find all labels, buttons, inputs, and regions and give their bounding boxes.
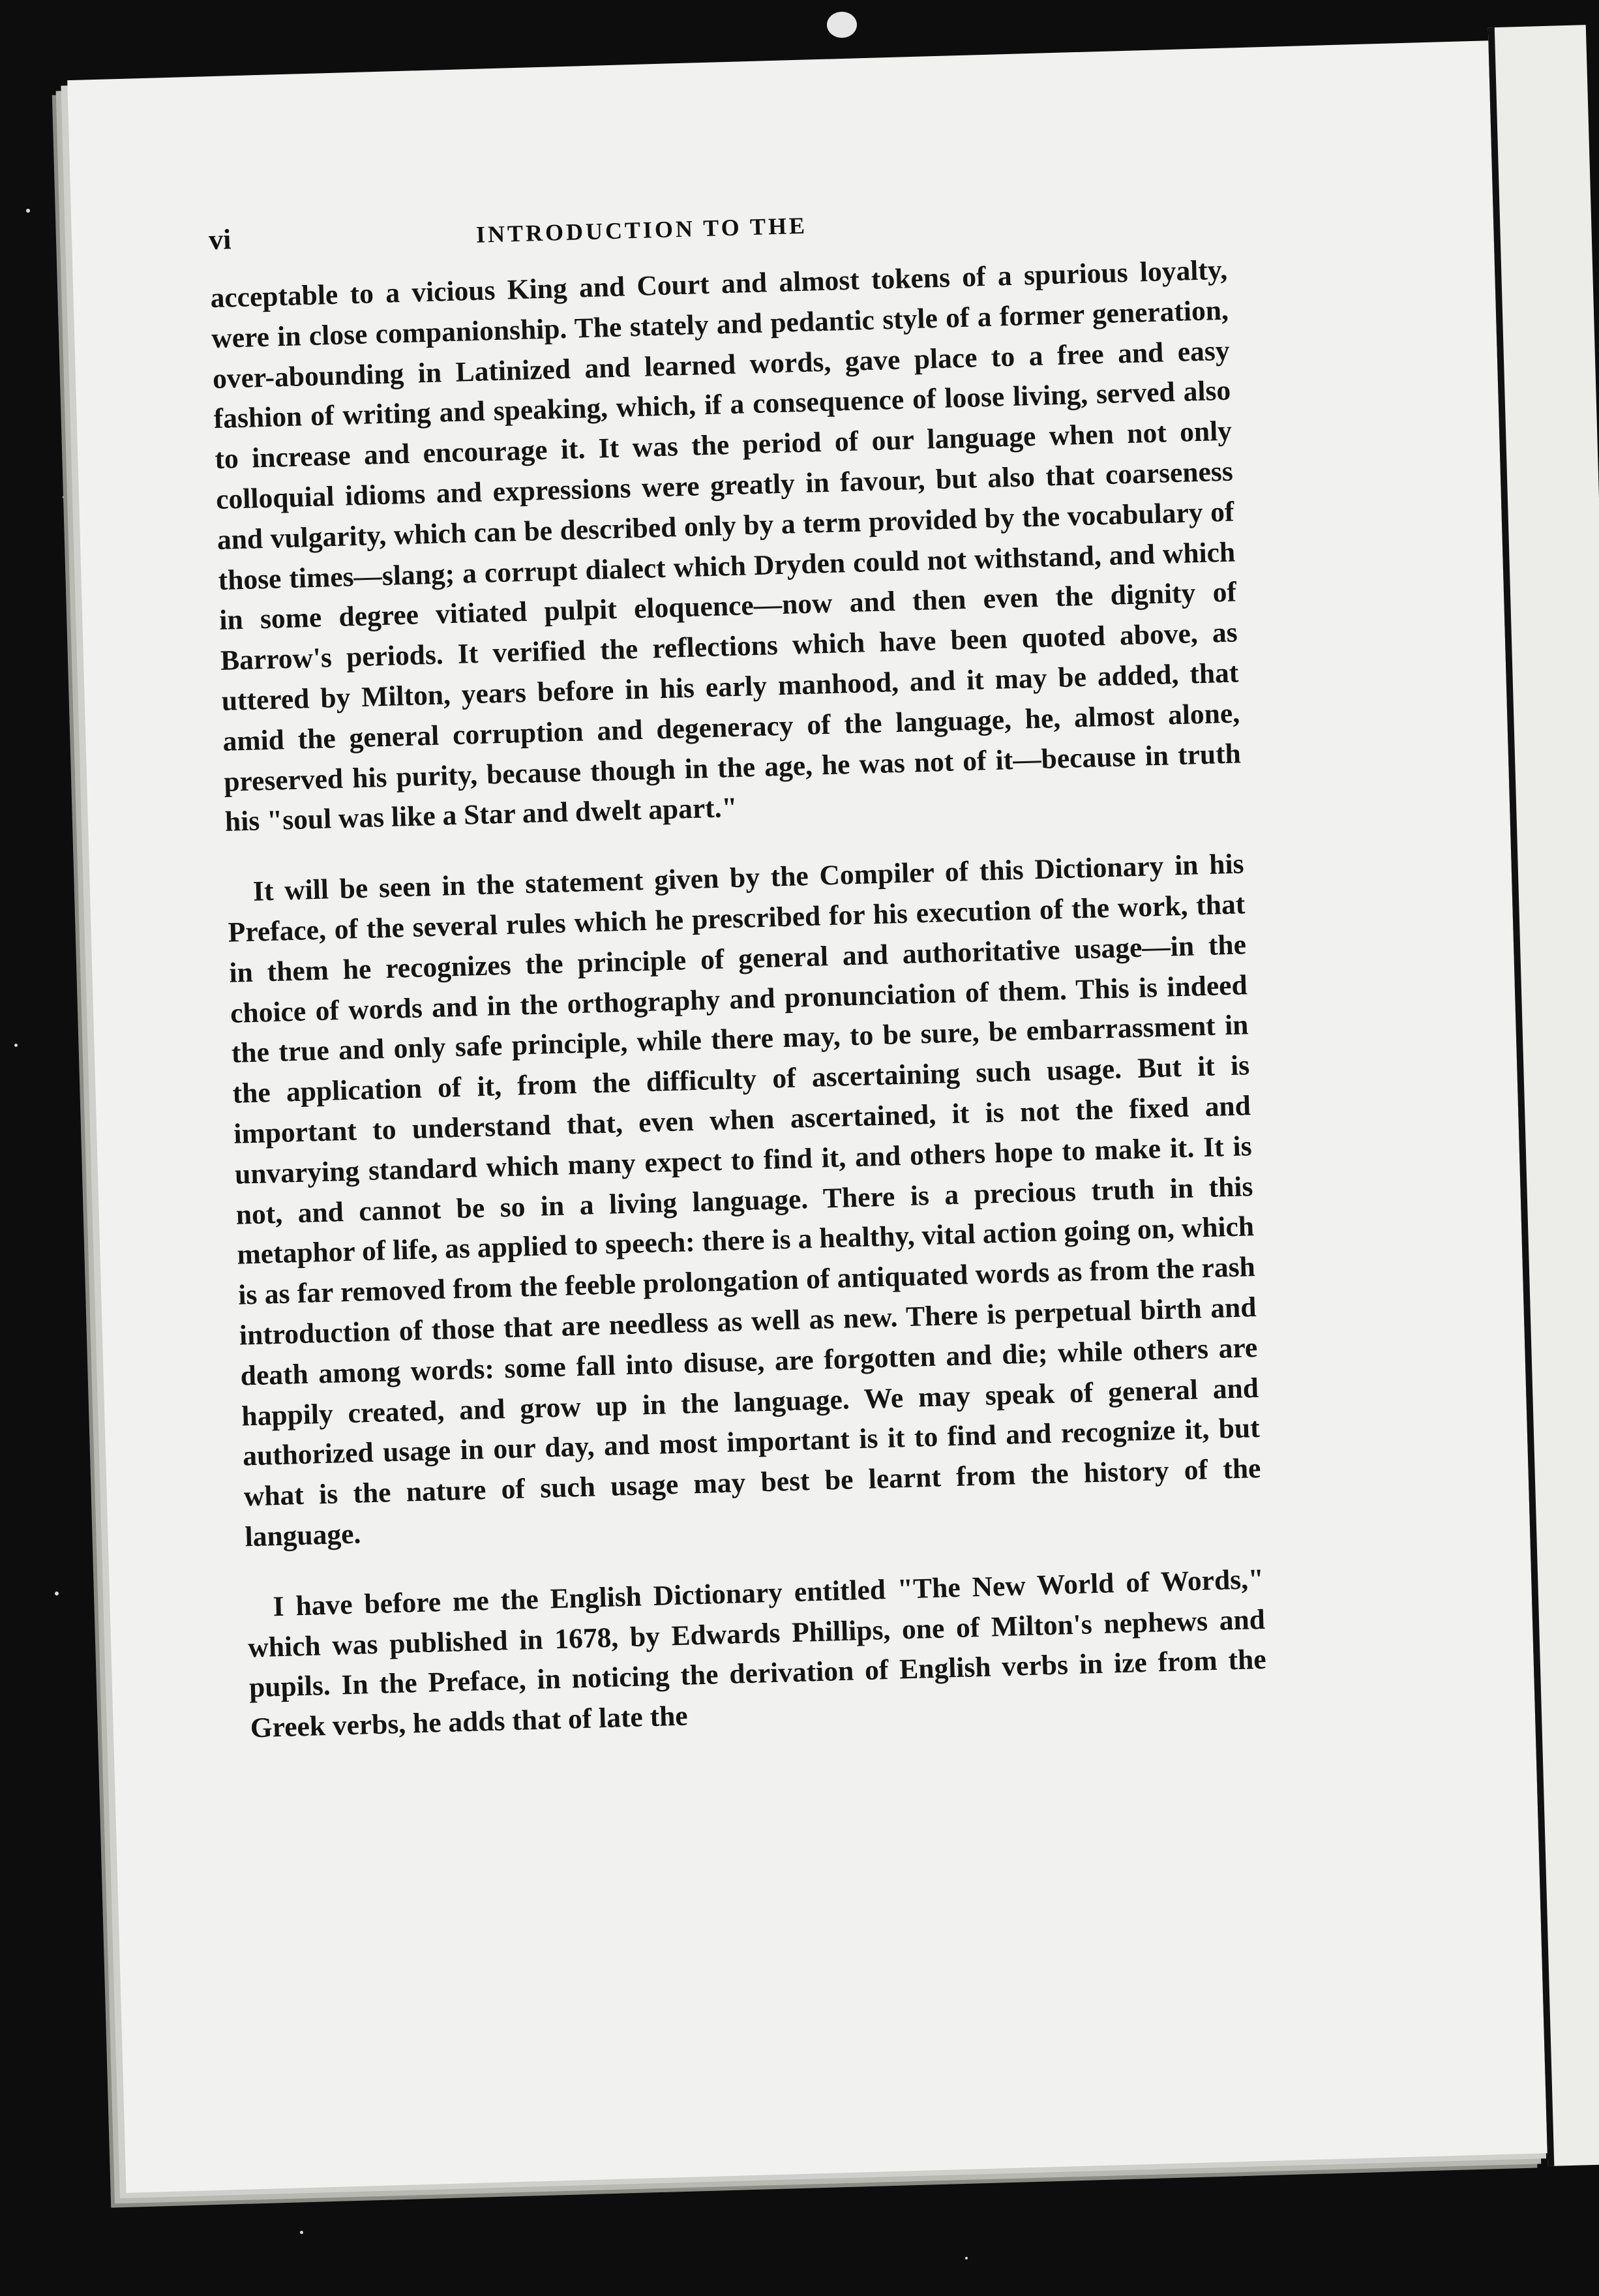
paragraph: I have before me the English Dictionary entitled "The New World of Words," which was published in 1678, by Edwards Phillips, one of Milton's nephews and pupils. In the Preface, in noticing the derivation of English verbs in ize from the Greek verbs, he adds that of late the: [247, 1563, 1267, 1744]
scan-speck: [827, 12, 857, 38]
scan-speck: [14, 1044, 18, 1047]
scan-speck: [300, 2231, 303, 2234]
book-page: [67, 40, 1553, 2193]
scan-speck: [63, 496, 65, 498]
body-text: [210, 250, 1268, 1749]
scan-speck: [965, 2257, 968, 2259]
paragraph: acceptable to a vicious King and Court and almost tokens of a spurious loyalty, were in close companionship. The stately and pedantic style of a former generation, over-abounding in Latinized and learned words, gave place to a free and easy fashion of writing and speaking, which, if a consequence of loose living, served also to increase and encourage it. It was the period of our language when not only colloquial idioms and expressions were greatly in favour, but also that coarseness and vulgarity, which can be described only by a term provided by the vocabulary of those times—slang; a corrupt dialect which Dryden could not withstand, and which in some degree vitiated pulpit eloquence—now and then even the dignity of Barrow's periods. It verified the reflections which have been quoted above, as uttered by Milton, years before in his early manhood, and it may be added, that amid the general corruption and degeneracy of the language, he, almost alone, preserved his purity, because though in the age, he was not of it—because in truth his "soul was like a Star and dwelt apart.": [209, 254, 1242, 838]
scan-speck: [55, 1592, 59, 1595]
paragraph: It will be seen in the statement given by the Compiler of this Dictionary in his Preface, of the several rules which he prescribed for his execution of the work, that in them he recognizes the principle of general and authoritative usage—in the choice of words and in the orthography and pronunciation of them. This is indeed the true and only safe principle, while there may, to be sure, be embarrassment in the application of it, from the difficulty of ascertaining such usage. But it is important to understand that, even when ascertained, it is not the fixed and unvarying standard which many expect to find it, and others hope to make it. It is not, and cannot be so in a living language. There is a precious truth in this metaphor of life, as applied to speech: there is a healthy, vital action going on, which is as far removed from the feeble prolongation of antiquated words as from the rash introduction of those that are needless as well as new. There is perpetual birth and death among words: some fall into disuse, are forgotten and die; while others are happily created, and grow up in the language. We may speak of general and authorized usage in our day, and most important is it to find and recognize it, but what is the nature of such usage may best be learnt from the history of the language.: [228, 848, 1261, 1553]
adjacent-page-edge: [1488, 25, 1599, 2166]
running-title: INTRODUCTION TO THE: [475, 212, 808, 248]
scan-speck: [26, 209, 30, 213]
page-number: vi: [208, 223, 232, 256]
